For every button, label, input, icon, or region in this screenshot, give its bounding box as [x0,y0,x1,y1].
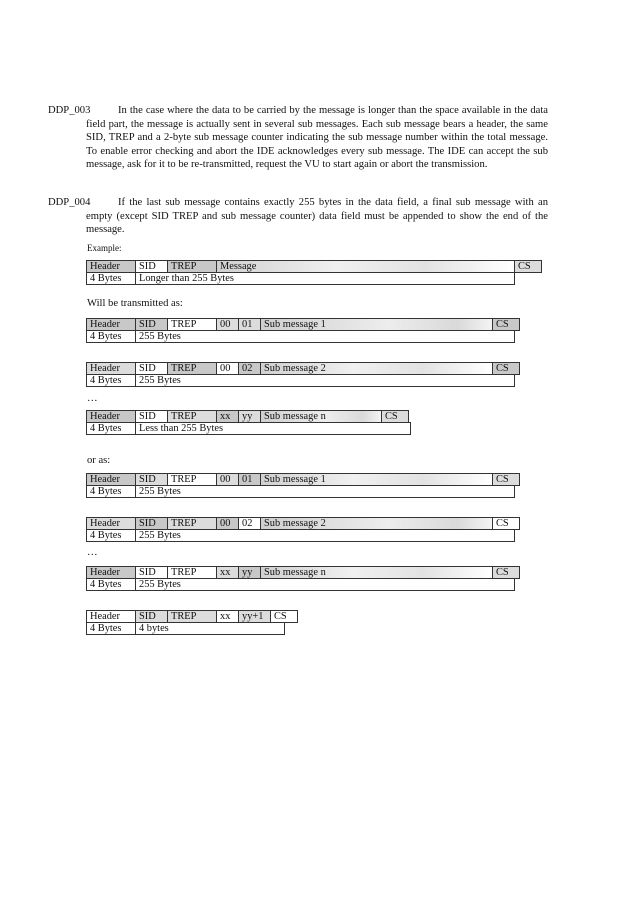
frame-cell-sid: SID [135,566,168,579]
paragraph-id: DDP_003 [48,105,91,116]
frame-cell-data-size: 255 Bytes [135,485,515,498]
frame-cell-message: Message [216,260,515,273]
frame-cell-trep: TREP [167,318,217,331]
frame-cell-cs: CS [514,260,542,273]
frame-cell-sid: SID [135,610,168,623]
frame-cell-header: Header [86,517,136,530]
frame-cell-header-size: 4 Bytes [86,374,136,387]
caption-example: Example: [87,243,122,253]
frame-cell-header-size: 4 Bytes [86,578,136,591]
frame-cell-counter-lo: 01 [238,473,261,486]
frame-cell-sid: SID [135,318,168,331]
frame-cell-trep: TREP [167,362,217,375]
frame-b1 [86,473,519,498]
frame-cell-cs: CS [381,410,409,423]
frame-cell-counter-hi: 00 [216,473,239,486]
example-frame [86,260,541,285]
frame-cell-header: Header [86,566,136,579]
frame-cell-data-size: 255 Bytes [135,578,515,591]
frame-cell-data-size: 255 Bytes [135,529,515,542]
frame-cell-sub-message: Sub message 2 [260,517,493,530]
frame-cell-header: Header [86,260,136,273]
frame-cell-header-size: 4 Bytes [86,485,136,498]
frame-cell-counter-hi: xx [216,566,239,579]
frame-cell-sid: SID [135,410,168,423]
frame-cell-data-size: 4 bytes [135,622,285,635]
frame-cell-header-size: 4 Bytes [86,330,136,343]
frame-cell-sub-message: Sub message n [260,566,493,579]
frame-cell-counter-hi: 00 [216,318,239,331]
frame-cell-trep: TREP [167,260,217,273]
caption-or-as: or as: [87,455,111,466]
frame-cell-sub-message: Sub message 1 [260,318,493,331]
frame-cell-counter-lo: yy [238,566,261,579]
frame-cell-cs: CS [492,473,520,486]
frame-cell-header-size: 4 Bytes [86,529,136,542]
frame-cell-sid: SID [135,517,168,530]
frame-cell-header-size: 4 Bytes [86,622,136,635]
ellipsis: … [87,393,98,404]
frame-cell-cs: CS [492,566,520,579]
frame-cell-cs: CS [270,610,298,623]
frame-cell-counter-hi: xx [216,610,239,623]
frame-cell-counter-hi: xx [216,410,239,423]
frame-an [86,410,410,435]
frame-cell-header: Header [86,610,136,623]
frame-cell-header-size: 4 Bytes [86,422,136,435]
frame-cell-header: Header [86,362,136,375]
frame-cell-counter-lo: 01 [238,318,261,331]
frame-cell-trep: TREP [167,410,217,423]
frame-cell-counter-lo: 02 [238,517,261,530]
paragraph-ddp-004 [48,196,548,237]
frame-b-final [86,610,297,635]
frame-cell-sid: SID [135,473,168,486]
frame-cell-sub-message: Sub message 1 [260,473,493,486]
frame-cell-header: Header [86,318,136,331]
frame-cell-cs: CS [492,318,520,331]
frame-cell-header: Header [86,410,136,423]
frame-a1 [86,318,519,343]
paragraph-ddp-003 [48,104,548,172]
frame-cell-sub-message: Sub message n [260,410,382,423]
frame-cell-data-size: 255 Bytes [135,330,515,343]
ellipsis: … [87,547,98,558]
frame-cell-sub-message: Sub message 2 [260,362,493,375]
frame-cell-header-size: 4 Bytes [86,272,136,285]
frame-cell-counter-lo: yy+1 [238,610,271,623]
frame-cell-cs: CS [492,517,520,530]
frame-cell-trep: TREP [167,517,217,530]
paragraph-id: DDP_004 [48,197,91,208]
frame-cell-cs: CS [492,362,520,375]
paragraph-text: In the case where the data to be carried by the message is longer than the space available in the data field part, the message is actually sent in several sub messages. Each sub message bears a header, the same SID, TREP and a 2-byte sub message counter indicating the sub message number within the total message. To enable error checking and abort the IDE acknowledges every sub message. The IDE can accept the sub message, ask for it to be re-transmitted, request the VU to start again or abort the transmission. [86,105,548,171]
frame-cell-data-size: Longer than 255 Bytes [135,272,515,285]
caption-will-be-transmitted: Will be transmitted as: [87,298,183,309]
frame-cell-counter-lo: 02 [238,362,261,375]
frame-cell-trep: TREP [167,566,217,579]
frame-cell-counter-hi: 00 [216,362,239,375]
frame-cell-counter-lo: yy [238,410,261,423]
frame-a2 [86,362,519,387]
frame-cell-trep: TREP [167,610,217,623]
paragraph-text: If the last sub message contains exactly 255 bytes in the data field, a final sub message with an empty (except SID TREP and sub message counter) data field must be appended to show the end of the message. [86,197,548,236]
frame-cell-counter-hi: 00 [216,517,239,530]
frame-b2 [86,517,519,542]
frame-cell-data-size: 255 Bytes [135,374,515,387]
frame-cell-header: Header [86,473,136,486]
frame-cell-sid: SID [135,260,168,273]
frame-cell-trep: TREP [167,473,217,486]
frame-cell-sid: SID [135,362,168,375]
frame-cell-data-size: Less than 255 Bytes [135,422,411,435]
frame-bn [86,566,519,591]
